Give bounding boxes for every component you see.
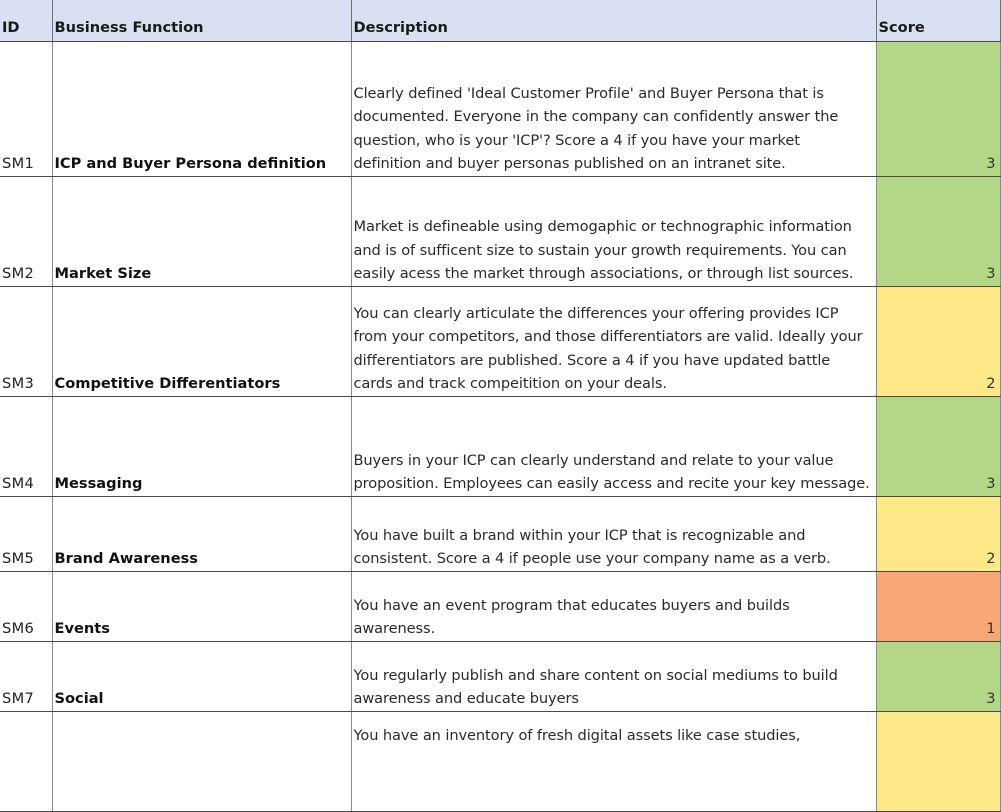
id-cell[interactable]: SM1 xyxy=(0,42,52,177)
header-business-function[interactable]: Business Function xyxy=(52,0,351,42)
score-cell[interactable] xyxy=(876,712,1000,812)
business-function-cell[interactable]: Competitive Differentiators xyxy=(52,287,351,397)
description-cell[interactable]: Buyers in your ICP can clearly understand and relate to your value proposition. Employees can easily access and recite your key message. xyxy=(351,397,876,497)
table-row xyxy=(0,572,1000,642)
id-cell[interactable]: SM2 xyxy=(0,177,52,287)
table-row xyxy=(0,642,1000,712)
business-function-cell[interactable] xyxy=(52,712,351,812)
header-score[interactable]: Score xyxy=(876,0,1000,42)
business-function-cell[interactable]: Social xyxy=(52,642,351,712)
score-cell[interactable]: 2 xyxy=(876,497,1000,572)
table-row xyxy=(0,397,1000,497)
header-row xyxy=(0,0,1000,42)
score-cell[interactable]: 3 xyxy=(876,177,1000,287)
description-cell[interactable]: Clearly defined 'Ideal Customer Profile' and Buyer Persona that is documented. Everyone in the company can confidently answer the question, who is your 'ICP'? Score a 4 if you have your market definition and buyer personas published on an intranet site. xyxy=(351,42,876,177)
id-cell[interactable]: SM6 xyxy=(0,572,52,642)
id-cell[interactable]: SM4 xyxy=(0,397,52,497)
header-description[interactable]: Description xyxy=(351,0,876,42)
id-cell[interactable]: SM3 xyxy=(0,287,52,397)
score-cell[interactable]: 3 xyxy=(876,397,1000,497)
id-cell[interactable]: SM5 xyxy=(0,497,52,572)
score-cell[interactable]: 2 xyxy=(876,287,1000,397)
table-row xyxy=(0,287,1000,397)
business-function-cell[interactable]: Brand Awareness xyxy=(52,497,351,572)
business-function-cell[interactable]: Messaging xyxy=(52,397,351,497)
business-function-cell[interactable]: ICP and Buyer Persona definition xyxy=(52,42,351,177)
header-id[interactable]: ID xyxy=(0,0,52,42)
description-cell[interactable]: You regularly publish and share content on social mediums to build awareness and educate buyers xyxy=(351,642,876,712)
score-cell[interactable]: 3 xyxy=(876,642,1000,712)
description-cell[interactable]: Market is defineable using demogaphic or technographic information and is of sufficent size to sustain your growth requirements. You can easily acess the market through associations, or through list sources. xyxy=(351,177,876,287)
business-function-cell[interactable]: Market Size xyxy=(52,177,351,287)
business-function-cell[interactable]: Events xyxy=(52,572,351,642)
id-cell[interactable] xyxy=(0,712,52,812)
description-cell[interactable]: You have built a brand within your ICP that is recognizable and consistent. Score a 4 if people use your company name as a verb. xyxy=(351,497,876,572)
table-row xyxy=(0,177,1000,287)
description-cell[interactable]: You can clearly articulate the differences your offering provides ICP from your competitors, and those differentiators are valid. Ideally your differentiators are published. Score a 4 if you have updated battle cards and track compeitition on your deals. xyxy=(351,287,876,397)
id-cell[interactable]: SM7 xyxy=(0,642,52,712)
score-cell[interactable]: 1 xyxy=(876,572,1000,642)
description-cell[interactable]: You have an inventory of fresh digital assets like case studies, xyxy=(351,712,876,812)
table-row xyxy=(0,712,1000,812)
description-cell[interactable]: You have an event program that educates buyers and builds awareness. xyxy=(351,572,876,642)
table-row xyxy=(0,42,1000,177)
score-cell[interactable]: 3 xyxy=(876,42,1000,177)
table-row xyxy=(0,497,1000,572)
